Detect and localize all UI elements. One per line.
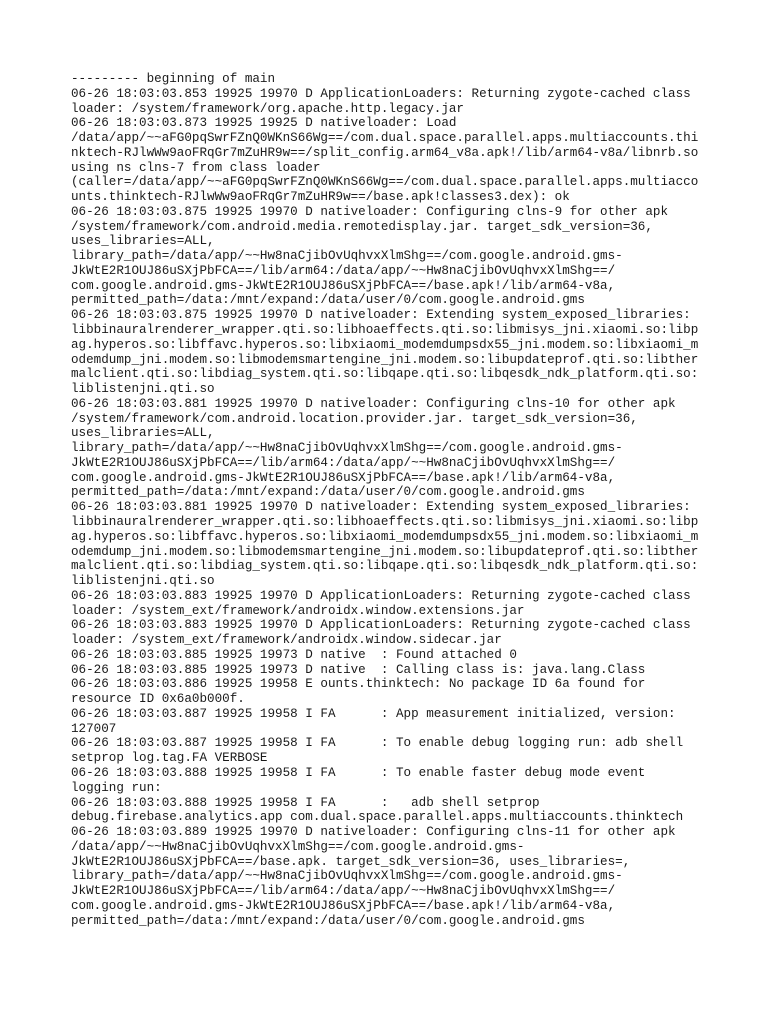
- log-line: libbinauralrenderer_wrapper.qti.so:libhoaeffects.qti.so:libmisys_jni.xiaomi.so:libp: [71, 514, 699, 529]
- log-line: library_path=/data/app/~~Hw8naCjibOvUqhvxXlmShg==/com.google.android.gms-: [71, 249, 623, 264]
- log-line: odemdump_jni.modem.so:libmodemsmartengine_jni.modem.so:libupdateprof.qti.so:libther: [71, 544, 699, 559]
- log-line: uses_libraries=ALL,: [71, 234, 215, 249]
- log-line: 06-26 18:03:03.853 19925 19970 D ApplicationLoaders: Returning zygote-cached class: [71, 86, 691, 101]
- log-line: loader: /system_ext/framework/androidx.window.extensions.jar: [71, 603, 525, 618]
- log-line: using ns clns-7 from class loader: [71, 160, 321, 175]
- log-line: 06-26 18:03:03.881 19925 19970 D nativeloader: Configuring clns-10 for other apk: [71, 396, 676, 411]
- log-line: 06-26 18:03:03.886 19925 19958 E ounts.thinktech: No package ID 6a found for: [71, 677, 646, 692]
- log-line: loader: /system/framework/org.apache.http.legacy.jar: [71, 101, 464, 116]
- log-line: malclient.qti.so:libdiag_system.qti.so:libqape.qti.so:libqesdk_ndk_platform.qti.so:: [71, 367, 699, 382]
- log-line: permitted_path=/data:/mnt/expand:/data/user/0/com.google.android.gms: [71, 485, 585, 500]
- log-line: 06-26 18:03:03.883 19925 19970 D ApplicationLoaders: Returning zygote-cached class: [71, 588, 691, 603]
- log-line: /system/framework/com.android.location.provider.jar. target_sdk_version=36,: [71, 411, 638, 426]
- log-line: 06-26 18:03:03.887 19925 19958 I FA : To enable debug logging run: adb shell: [71, 736, 684, 751]
- log-line: debug.firebase.analytics.app com.dual.space.parallel.apps.multiaccounts.thinktech: [71, 810, 684, 825]
- log-line: library_path=/data/app/~~Hw8naCjibOvUqhvxXlmShg==/com.google.android.gms-: [71, 869, 623, 884]
- log-line: ag.hyperos.so:libffavc.hyperos.so:libxiaomi_modemdumpsdx55_jni.modem.so:libxiaomi_m: [71, 337, 699, 352]
- log-line: 06-26 18:03:03.885 19925 19973 D native : Found attached 0: [71, 647, 517, 662]
- log-line: JkWtE2R1OUJ86uSXjPbFCA==/base.apk. target_sdk_version=36, uses_libraries=,: [71, 854, 631, 869]
- log-line: com.google.android.gms-JkWtE2R1OUJ86uSXjPbFCA==/base.apk!/lib/arm64-v8a,: [71, 898, 616, 913]
- log-line: 06-26 18:03:03.875 19925 19970 D nativeloader: Extending system_exposed_libraries:: [71, 308, 691, 323]
- log-line: uses_libraries=ALL,: [71, 426, 215, 441]
- log-line: permitted_path=/data:/mnt/expand:/data/user/0/com.google.android.gms: [71, 293, 585, 308]
- log-line: JkWtE2R1OUJ86uSXjPbFCA==/lib/arm64:/data/app/~~Hw8naCjibOvUqhvxXlmShg==/: [71, 884, 616, 899]
- log-line: nktech-RJlwWw9aoFRqGr7mZuHR9w==/split_config.arm64_v8a.apk!/lib/arm64-v8a/libnrb.so: [71, 145, 699, 160]
- log-line: odemdump_jni.modem.so:libmodemsmartengine_jni.modem.so:libupdateprof.qti.so:libther: [71, 352, 699, 367]
- log-line: 06-26 18:03:03.883 19925 19970 D ApplicationLoaders: Returning zygote-cached class: [71, 618, 691, 633]
- log-line: 06-26 18:03:03.875 19925 19970 D nativeloader: Configuring clns-9 for other apk: [71, 204, 669, 219]
- log-line: 06-26 18:03:03.888 19925 19958 I FA : To enable faster debug mode event: [71, 765, 646, 780]
- log-line: malclient.qti.so:libdiag_system.qti.so:libqape.qti.so:libqesdk_ndk_platform.qti.so:: [71, 559, 699, 574]
- log-line: /data/app/~~Hw8naCjibOvUqhvxXlmShg==/com.google.android.gms-: [71, 839, 525, 854]
- log-line: 06-26 18:03:03.881 19925 19970 D nativeloader: Extending system_exposed_libraries:: [71, 500, 691, 515]
- log-line: /data/app/~~aFG0pqSwrFZnQ0WKnS66Wg==/com.dual.space.parallel.apps.multiaccounts.thi: [71, 131, 699, 146]
- log-line: com.google.android.gms-JkWtE2R1OUJ86uSXjPbFCA==/base.apk!/lib/arm64-v8a,: [71, 470, 616, 485]
- log-line: --------- beginning of main: [71, 72, 276, 86]
- log-line: 06-26 18:03:03.873 19925 19925 D nativeloader: Load: [71, 116, 457, 131]
- log-line: ag.hyperos.so:libffavc.hyperos.so:libxiaomi_modemdumpsdx55_jni.modem.so:libxiaomi_m: [71, 529, 699, 544]
- log-line: JkWtE2R1OUJ86uSXjPbFCA==/lib/arm64:/data/app/~~Hw8naCjibOvUqhvxXlmShg==/: [71, 455, 616, 470]
- log-line: resource ID 0x6a0b000f.: [71, 692, 245, 707]
- log-line: 06-26 18:03:03.889 19925 19970 D nativeloader: Configuring clns-11 for other apk: [71, 825, 676, 840]
- log-line: 06-26 18:03:03.887 19925 19958 I FA : App measurement initialized, version:: [71, 706, 676, 721]
- log-line: libbinauralrenderer_wrapper.qti.so:libhoaeffects.qti.so:libmisys_jni.xiaomi.so:libp: [71, 323, 699, 338]
- log-line: permitted_path=/data:/mnt/expand:/data/user/0/com.google.android.gms: [71, 913, 585, 928]
- log-line: 06-26 18:03:03.888 19925 19958 I FA : adb shell setprop: [71, 795, 540, 810]
- log-line: /system/framework/com.android.media.remotedisplay.jar. target_sdk_version=36,: [71, 219, 653, 234]
- log-line: (caller=/data/app/~~aFG0pqSwrFZnQ0WKnS66Wg==/com.dual.space.parallel.apps.multiacco: [71, 175, 699, 190]
- log-line: com.google.android.gms-JkWtE2R1OUJ86uSXjPbFCA==/base.apk!/lib/arm64-v8a,: [71, 278, 616, 293]
- log-line: JkWtE2R1OUJ86uSXjPbFCA==/lib/arm64:/data/app/~~Hw8naCjibOvUqhvxXlmShg==/: [71, 263, 616, 278]
- log-line: setprop log.tag.FA VERBOSE: [71, 751, 268, 766]
- log-line: library_path=/data/app/~~Hw8naCjibOvUqhvxXlmShg==/com.google.android.gms-: [71, 441, 623, 456]
- log-document: [71, 72, 711, 928]
- log-line: liblistenjni.qti.so: [71, 574, 215, 589]
- log-line: 127007: [71, 721, 117, 736]
- log-line: 06-26 18:03:03.885 19925 19973 D native : Calling class is: java.lang.Class: [71, 662, 646, 677]
- log-line: unts.thinktech-RJlwWw9aoFRqGr7mZuHR9w==/base.apk!classes3.dex): ok: [71, 190, 570, 205]
- log-line: logging run:: [71, 780, 162, 795]
- log-line: loader: /system_ext/framework/androidx.window.sidecar.jar: [71, 633, 502, 648]
- log-line: liblistenjni.qti.so: [71, 382, 215, 397]
